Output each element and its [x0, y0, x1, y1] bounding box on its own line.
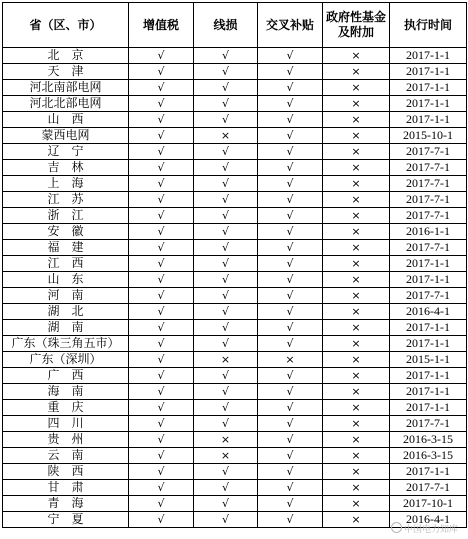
cell-line-loss: √: [194, 496, 258, 512]
cell-effective-date: 2016-4-1: [390, 512, 467, 528]
cell-cross-subsidy: √: [258, 176, 323, 192]
cell-gov-fund: ×: [323, 144, 390, 160]
cell-province: 四 川: [3, 416, 129, 432]
cell-line-loss: ×: [194, 448, 258, 464]
table-row: [3, 192, 467, 208]
cell-cross-subsidy: √: [258, 304, 323, 320]
cell-cross-subsidy: √: [258, 336, 323, 352]
cell-gov-fund: ×: [323, 432, 390, 448]
cell-province: 北 京: [3, 48, 129, 64]
table-row: [3, 496, 467, 512]
cell-gov-fund: ×: [323, 352, 390, 368]
cell-gov-fund: ×: [323, 80, 390, 96]
cell-vat: √: [129, 432, 194, 448]
cell-effective-date: 2017-1-1: [390, 112, 467, 128]
cell-province: 陕 西: [3, 464, 129, 480]
table-row: [3, 224, 467, 240]
cell-effective-date: 2017-1-1: [390, 320, 467, 336]
cell-vat: √: [129, 400, 194, 416]
cell-line-loss: √: [194, 48, 258, 64]
cell-cross-subsidy: √: [258, 272, 323, 288]
watermark: [391, 522, 458, 535]
table-row: [3, 208, 467, 224]
cell-line-loss: √: [194, 336, 258, 352]
cell-vat: √: [129, 304, 194, 320]
cell-gov-fund: ×: [323, 208, 390, 224]
cell-gov-fund: ×: [323, 240, 390, 256]
header-cross-subsidy: 交叉补贴: [258, 3, 323, 48]
cell-cross-subsidy: √: [258, 496, 323, 512]
cell-province: 天 津: [3, 64, 129, 80]
cell-line-loss: √: [194, 416, 258, 432]
cell-vat: √: [129, 48, 194, 64]
cell-effective-date: 2017-1-1: [390, 336, 467, 352]
cell-effective-date: 2017-1-1: [390, 368, 467, 384]
policy-table: [2, 2, 467, 528]
cell-cross-subsidy: √: [258, 480, 323, 496]
cell-cross-subsidy: √: [258, 432, 323, 448]
cell-province: 宁 夏: [3, 512, 129, 528]
cell-line-loss: √: [194, 240, 258, 256]
table-row: [3, 240, 467, 256]
cell-vat: √: [129, 176, 194, 192]
cell-gov-fund: ×: [323, 336, 390, 352]
cell-gov-fund: ×: [323, 64, 390, 80]
table-row: [3, 416, 467, 432]
cell-province: 河北北部电网: [3, 96, 129, 112]
table-row: [3, 384, 467, 400]
cell-effective-date: 2017-7-1: [390, 288, 467, 304]
cell-vat: √: [129, 480, 194, 496]
cell-cross-subsidy: √: [258, 80, 323, 96]
cell-line-loss: √: [194, 96, 258, 112]
cell-cross-subsidy: √: [258, 64, 323, 80]
cell-line-loss: √: [194, 464, 258, 480]
cell-province: 山 东: [3, 272, 129, 288]
cell-effective-date: 2016-3-15: [390, 448, 467, 464]
cell-line-loss: √: [194, 144, 258, 160]
table-row: [3, 112, 467, 128]
cell-cross-subsidy: √: [258, 192, 323, 208]
cell-gov-fund: ×: [323, 368, 390, 384]
table-row: [3, 304, 467, 320]
cell-vat: √: [129, 224, 194, 240]
cell-vat: √: [129, 336, 194, 352]
cell-effective-date: 2016-3-15: [390, 432, 467, 448]
cell-vat: √: [129, 320, 194, 336]
cell-cross-subsidy: √: [258, 320, 323, 336]
cell-cross-subsidy: √: [258, 464, 323, 480]
header-province: 省（区、市）: [3, 3, 129, 48]
cell-effective-date: 2017-1-1: [390, 64, 467, 80]
table-row: [3, 432, 467, 448]
cell-effective-date: 2017-7-1: [390, 144, 467, 160]
cell-vat: √: [129, 352, 194, 368]
cell-vat: √: [129, 64, 194, 80]
cell-line-loss: √: [194, 512, 258, 528]
cell-vat: √: [129, 288, 194, 304]
cell-effective-date: 2017-1-1: [390, 400, 467, 416]
header-vat: 增值税: [129, 3, 194, 48]
cell-cross-subsidy: √: [258, 416, 323, 432]
cell-effective-date: 2017-7-1: [390, 480, 467, 496]
cell-gov-fund: ×: [323, 112, 390, 128]
cell-gov-fund: ×: [323, 288, 390, 304]
cell-province: 蒙西电网: [3, 128, 129, 144]
table-row: [3, 48, 467, 64]
header-gov-fund: 政府性基金及附加: [323, 3, 390, 48]
cell-effective-date: 2017-1-1: [390, 384, 467, 400]
cell-cross-subsidy: √: [258, 240, 323, 256]
cell-province: 广 西: [3, 368, 129, 384]
cell-province: 江 苏: [3, 192, 129, 208]
cell-vat: √: [129, 240, 194, 256]
cell-line-loss: √: [194, 64, 258, 80]
cell-province: 山 西: [3, 112, 129, 128]
header-line-loss: 线损: [194, 3, 258, 48]
header-row: [3, 3, 467, 48]
cell-province: 湖 北: [3, 304, 129, 320]
cell-vat: √: [129, 272, 194, 288]
cell-province: 河 南: [3, 288, 129, 304]
cell-gov-fund: ×: [323, 464, 390, 480]
table-row: [3, 144, 467, 160]
cell-effective-date: 2017-1-1: [390, 464, 467, 480]
cell-vat: √: [129, 256, 194, 272]
watermark-logo-icon: [391, 522, 402, 533]
cell-line-loss: √: [194, 160, 258, 176]
cell-effective-date: 2017-7-1: [390, 416, 467, 432]
cell-effective-date: 2017-1-1: [390, 96, 467, 112]
cell-gov-fund: ×: [323, 496, 390, 512]
cell-line-loss: √: [194, 256, 258, 272]
watermark-text: 中国电力知库: [403, 525, 458, 535]
cell-province: 湖 南: [3, 320, 129, 336]
cell-effective-date: 2016-1-1: [390, 224, 467, 240]
cell-gov-fund: ×: [323, 128, 390, 144]
cell-gov-fund: ×: [323, 160, 390, 176]
cell-line-loss: ×: [194, 352, 258, 368]
cell-province: 福 建: [3, 240, 129, 256]
table-row: [3, 480, 467, 496]
cell-vat: √: [129, 96, 194, 112]
cell-gov-fund: ×: [323, 176, 390, 192]
cell-gov-fund: ×: [323, 96, 390, 112]
cell-province: 吉 林: [3, 160, 129, 176]
table-row: [3, 400, 467, 416]
cell-effective-date: 2016-4-1: [390, 304, 467, 320]
cell-effective-date: 2017-7-1: [390, 208, 467, 224]
cell-province: 浙 江: [3, 208, 129, 224]
cell-gov-fund: ×: [323, 320, 390, 336]
cell-province: 河北南部电网: [3, 80, 129, 96]
cell-effective-date: 2017-1-1: [390, 80, 467, 96]
cell-line-loss: √: [194, 80, 258, 96]
cell-gov-fund: ×: [323, 480, 390, 496]
cell-province: 辽 宁: [3, 144, 129, 160]
cell-cross-subsidy: √: [258, 160, 323, 176]
cell-vat: √: [129, 128, 194, 144]
cell-gov-fund: ×: [323, 192, 390, 208]
cell-gov-fund: ×: [323, 448, 390, 464]
cell-cross-subsidy: √: [258, 208, 323, 224]
cell-line-loss: √: [194, 208, 258, 224]
cell-province: 重 庆: [3, 400, 129, 416]
cell-line-loss: √: [194, 304, 258, 320]
cell-cross-subsidy: √: [258, 288, 323, 304]
cell-vat: √: [129, 512, 194, 528]
table-row: [3, 320, 467, 336]
table-row: [3, 128, 467, 144]
cell-vat: √: [129, 80, 194, 96]
table-row: [3, 64, 467, 80]
cell-effective-date: 2017-1-1: [390, 48, 467, 64]
cell-line-loss: √: [194, 320, 258, 336]
cell-vat: √: [129, 464, 194, 480]
cell-gov-fund: ×: [323, 304, 390, 320]
cell-province: 云 南: [3, 448, 129, 464]
cell-vat: √: [129, 208, 194, 224]
cell-cross-subsidy: √: [258, 96, 323, 112]
cell-cross-subsidy: √: [258, 144, 323, 160]
header-effective-date: 执行时间: [390, 3, 467, 48]
table-row: [3, 464, 467, 480]
cell-province: 广东（珠三角五市）: [3, 336, 129, 352]
cell-cross-subsidy: √: [258, 112, 323, 128]
table-row: [3, 256, 467, 272]
cell-gov-fund: ×: [323, 416, 390, 432]
cell-effective-date: 2017-7-1: [390, 160, 467, 176]
table-row: [3, 272, 467, 288]
cell-vat: √: [129, 384, 194, 400]
cell-line-loss: √: [194, 384, 258, 400]
cell-gov-fund: ×: [323, 384, 390, 400]
cell-effective-date: 2015-1-1: [390, 352, 467, 368]
cell-line-loss: √: [194, 192, 258, 208]
cell-cross-subsidy: √: [258, 48, 323, 64]
cell-vat: √: [129, 368, 194, 384]
cell-province: 广东（深圳）: [3, 352, 129, 368]
cell-province: 青 海: [3, 496, 129, 512]
cell-effective-date: 2017-7-1: [390, 192, 467, 208]
cell-cross-subsidy: ×: [258, 352, 323, 368]
cell-line-loss: √: [194, 112, 258, 128]
cell-line-loss: √: [194, 224, 258, 240]
cell-gov-fund: ×: [323, 224, 390, 240]
cell-province: 甘 肃: [3, 480, 129, 496]
cell-effective-date: 2017-7-1: [390, 240, 467, 256]
cell-gov-fund: ×: [323, 256, 390, 272]
table-row: [3, 352, 467, 368]
cell-cross-subsidy: √: [258, 128, 323, 144]
cell-line-loss: √: [194, 480, 258, 496]
cell-vat: √: [129, 416, 194, 432]
cell-province: 上 海: [3, 176, 129, 192]
cell-gov-fund: ×: [323, 512, 390, 528]
cell-line-loss: ×: [194, 128, 258, 144]
cell-cross-subsidy: √: [258, 512, 323, 528]
cell-line-loss: √: [194, 288, 258, 304]
cell-province: 贵 州: [3, 432, 129, 448]
cell-cross-subsidy: √: [258, 448, 323, 464]
cell-vat: √: [129, 160, 194, 176]
cell-gov-fund: ×: [323, 272, 390, 288]
cell-line-loss: √: [194, 368, 258, 384]
cell-effective-date: 2017-7-1: [390, 176, 467, 192]
cell-vat: √: [129, 192, 194, 208]
table-row: [3, 336, 467, 352]
table-row: [3, 288, 467, 304]
cell-vat: √: [129, 144, 194, 160]
cell-cross-subsidy: √: [258, 368, 323, 384]
cell-province: 安 徽: [3, 224, 129, 240]
cell-cross-subsidy: √: [258, 224, 323, 240]
cell-vat: √: [129, 112, 194, 128]
cell-cross-subsidy: √: [258, 384, 323, 400]
cell-cross-subsidy: √: [258, 400, 323, 416]
table-row: [3, 368, 467, 384]
table-row: [3, 96, 467, 112]
cell-effective-date: 2017-1-1: [390, 272, 467, 288]
cell-gov-fund: ×: [323, 400, 390, 416]
cell-vat: √: [129, 448, 194, 464]
cell-effective-date: 2017-10-1: [390, 496, 467, 512]
cell-effective-date: 2017-1-1: [390, 256, 467, 272]
cell-line-loss: ×: [194, 432, 258, 448]
cell-line-loss: √: [194, 400, 258, 416]
table-row: [3, 160, 467, 176]
cell-province: 海 南: [3, 384, 129, 400]
table-row: [3, 176, 467, 192]
table-row: [3, 448, 467, 464]
cell-cross-subsidy: √: [258, 256, 323, 272]
cell-line-loss: √: [194, 272, 258, 288]
cell-vat: √: [129, 496, 194, 512]
table-row: [3, 80, 467, 96]
cell-province: 江 西: [3, 256, 129, 272]
cell-gov-fund: ×: [323, 48, 390, 64]
cell-effective-date: 2015-10-1: [390, 128, 467, 144]
cell-line-loss: √: [194, 176, 258, 192]
